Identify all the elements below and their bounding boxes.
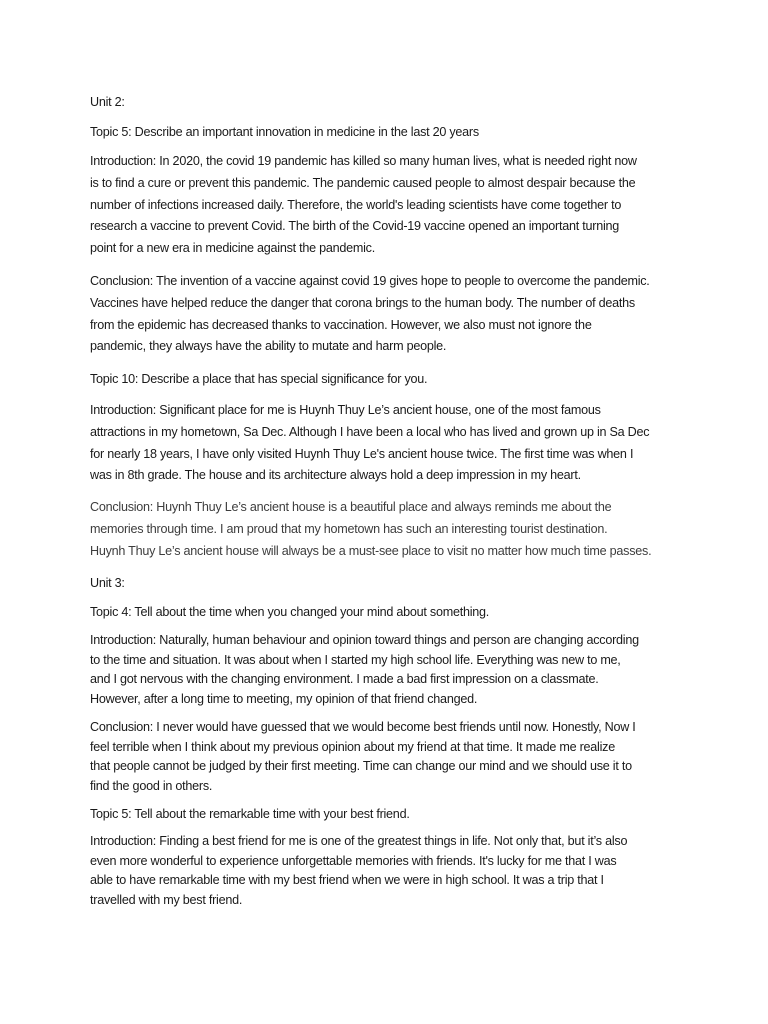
unit-2-topic-5-title: Topic 5: Describe an important innovation in medicine in the last 20 years bbox=[90, 125, 479, 139]
unit-3-topic-4-introduction: Introduction: Naturally, human behaviour and opinion toward things and person are changing according to the time and situation. It was about when I started my high school life. Everything was new to me, and I got nervous with the changing environment. I made a bad first impression on a classmate. However, after a long time to meeting, my opinion of that friend changed. bbox=[90, 633, 639, 706]
unit-2-topic-5-introduction: Introduction: In 2020, the covid 19 pandemic has killed so many human lives, what is needed right now is to find a cure or prevent this pandemic. The pandemic caused people to almost despair because the number of infections increased daily. Therefore, the world's leading scientists have come together to research a vaccine to prevent Covid. The birth of the Covid-19 vaccine opened an important turning point for a new era in medicine against the pandemic. bbox=[90, 154, 637, 256]
unit-3-topic-4-conclusion: Conclusion: I never would have guessed that we would become best friends until now. Honestly, Now I feel terrible when I think about my previous opinion about my friend at that time. It made me realize that people cannot be judged by their first meeting. Time can change our mind and we should use it to find the good in others. bbox=[90, 720, 636, 793]
unit-3-heading: Unit 3: bbox=[90, 576, 125, 590]
unit-2-topic-10-conclusion: Conclusion: Huynh Thuy Le’s ancient house is a beautiful place and always reminds me about the memories through time. I am proud that my hometown has such an interesting tourist destination. Huynh Thuy Le’s ancient house will always be a must-see place to visit no matter how much time passes. bbox=[90, 500, 652, 558]
unit-2-topic-5-conclusion: Conclusion: The invention of a vaccine against covid 19 gives hope to people to overcome the pandemic. Vaccines have helped reduce the danger that corona brings to the human body. The number of deaths from the epidemic has decreased thanks to vaccination. However, we also must not ignore the pandemic, they always have the ability to mutate and harm people. bbox=[90, 274, 650, 354]
unit-3-topic-5-introduction: Introduction: Finding a best friend for me is one of the greatest things in life. Not only that, but it’s also even more wonderful to experience unforgettable memories with friends. It's lucky for me that I was able to have remarkable time with my best friend when we were in high school. It was a trip that I travelled with my best friend. bbox=[90, 834, 628, 907]
unit-2-topic-10-title: Topic 10: Describe a place that has special significance for you. bbox=[90, 372, 428, 386]
unit-2-heading: Unit 2: bbox=[90, 95, 125, 109]
unit-3-topic-5-title: Topic 5: Tell about the remarkable time with your best friend. bbox=[90, 807, 410, 821]
unit-3-topic-4-title: Topic 4: Tell about the time when you changed your mind about something. bbox=[90, 605, 490, 619]
unit-2-topic-10-introduction: Introduction: Significant place for me is Huynh Thuy Le’s ancient house, one of the most famous attractions in my hometown, Sa Dec. Although I have been a local who has lived and grown up in Sa Dec for nearly 18 years, I have only visited Huynh Thuy Le's ancient house twice. The first time was when I was in 8th grade. The house and its architecture always hold a deep impression in my heart. bbox=[90, 403, 650, 483]
